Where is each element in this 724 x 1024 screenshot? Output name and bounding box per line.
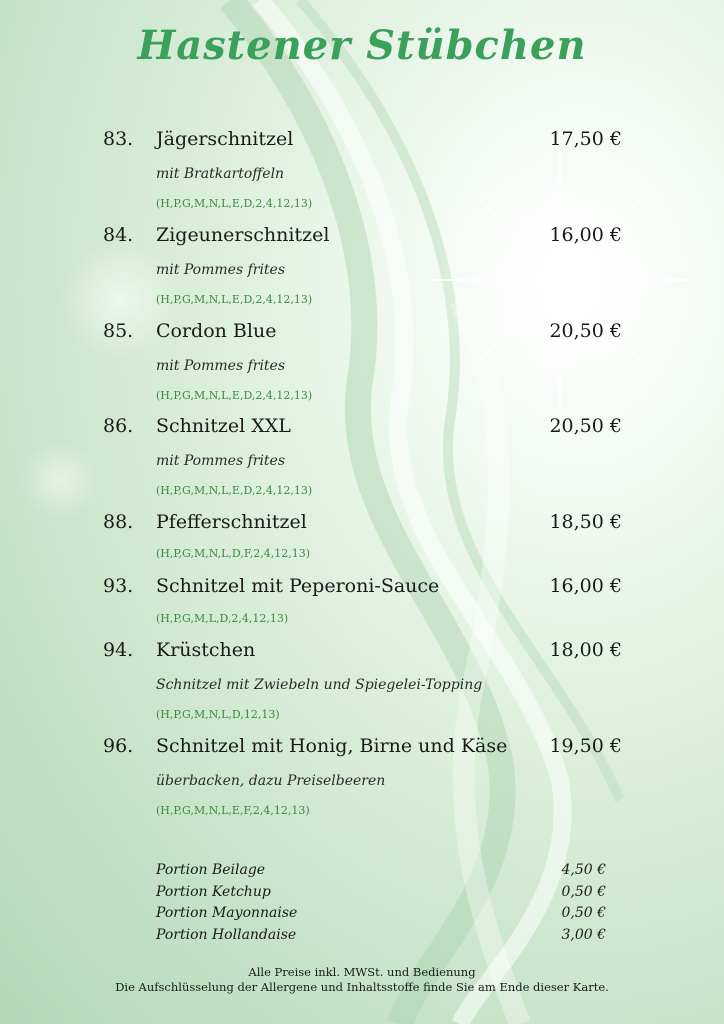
item-name: Krüstchen (156, 639, 256, 661)
item-number: 83. (103, 128, 134, 150)
side-price: 4,50 € (561, 862, 606, 878)
footer-note (0, 965, 724, 995)
side-price: 0,50 € (561, 905, 606, 921)
item-name: Cordon Blue (156, 320, 277, 342)
side-row (156, 884, 606, 906)
item-allergens: (H,P,G,M,N,L,E,D,2,4,12,13) (156, 389, 313, 402)
item-description: mit Pommes frites (156, 358, 286, 374)
item-name: Schnitzel XXL (156, 415, 291, 437)
item-allergens: (H,P,G,M,N,L,D,12,13) (156, 708, 280, 721)
side-row (156, 905, 606, 927)
item-description: Schnitzel mit Zwiebeln und Spiegelei-Topping (156, 677, 483, 693)
item-name: Jägerschnitzel (156, 128, 294, 150)
footer-allergen-note: Die Aufschlüsselung der Allergene und Inhaltsstoffe finde Sie am Ende dieser Karte. (115, 980, 609, 994)
item-allergens: (H,P,G,M,N,L,E,F,2,4,12,13) (156, 804, 310, 817)
side-name: Portion Mayonnaise (156, 905, 298, 921)
item-allergens: (H,P,G,M,N,L,D,F,2,4,12,13) (156, 547, 311, 560)
item-allergens: (H,P,G,M,N,L,E,D,2,4,12,13) (156, 293, 313, 306)
item-description: mit Pommes frites (156, 262, 286, 278)
item-price: 18,50 € (549, 511, 622, 533)
item-number: 88. (103, 511, 134, 533)
side-dishes-list (156, 862, 606, 948)
item-number: 85. (103, 320, 134, 342)
item-allergens: (H,P,G,M,L,D,2,4,12,13) (156, 612, 289, 625)
item-price: 20,50 € (549, 415, 622, 437)
restaurant-title: Hastener Stübchen (137, 22, 587, 69)
item-number: 86. (103, 415, 134, 437)
side-price: 0,50 € (561, 883, 606, 900)
item-allergens: (H,P,G,M,N,L,E,D,2,4,12,13) (156, 484, 313, 497)
item-number: 93. (103, 575, 134, 597)
item-price: 19,50 € (549, 735, 622, 757)
item-name: Schnitzel mit Peperoni-Sauce (156, 575, 440, 597)
item-price: 17,50 € (549, 128, 622, 150)
side-row (156, 927, 606, 949)
footer-price-note: Alle Preise inkl. MWSt. und Bedienung (248, 965, 476, 979)
item-number: 84. (103, 224, 134, 246)
item-description: überbacken, dazu Preiselbeeren (156, 773, 386, 789)
side-name: Portion Hollandaise (156, 926, 297, 943)
item-price: 18,00 € (549, 639, 622, 661)
side-name: Portion Ketchup (156, 883, 271, 900)
item-description: mit Bratkartoffeln (156, 166, 285, 182)
item-price: 20,50 € (549, 320, 622, 342)
item-name: Zigeunerschnitzel (156, 224, 330, 246)
item-name: Schnitzel mit Honig, Birne und Käse (156, 735, 508, 757)
side-row (156, 862, 606, 884)
item-name: Pfefferschnitzel (156, 511, 307, 533)
item-price: 16,00 € (549, 224, 622, 246)
item-number: 96. (103, 735, 134, 757)
item-allergens: (H,P,G,M,N,L,E,D,2,4,12,13) (156, 197, 313, 210)
item-number: 94. (103, 639, 134, 661)
side-name: Portion Beilage (156, 862, 266, 878)
item-description: mit Pommes frites (156, 453, 286, 469)
side-price: 3,00 € (561, 926, 606, 943)
item-price: 16,00 € (549, 575, 622, 597)
